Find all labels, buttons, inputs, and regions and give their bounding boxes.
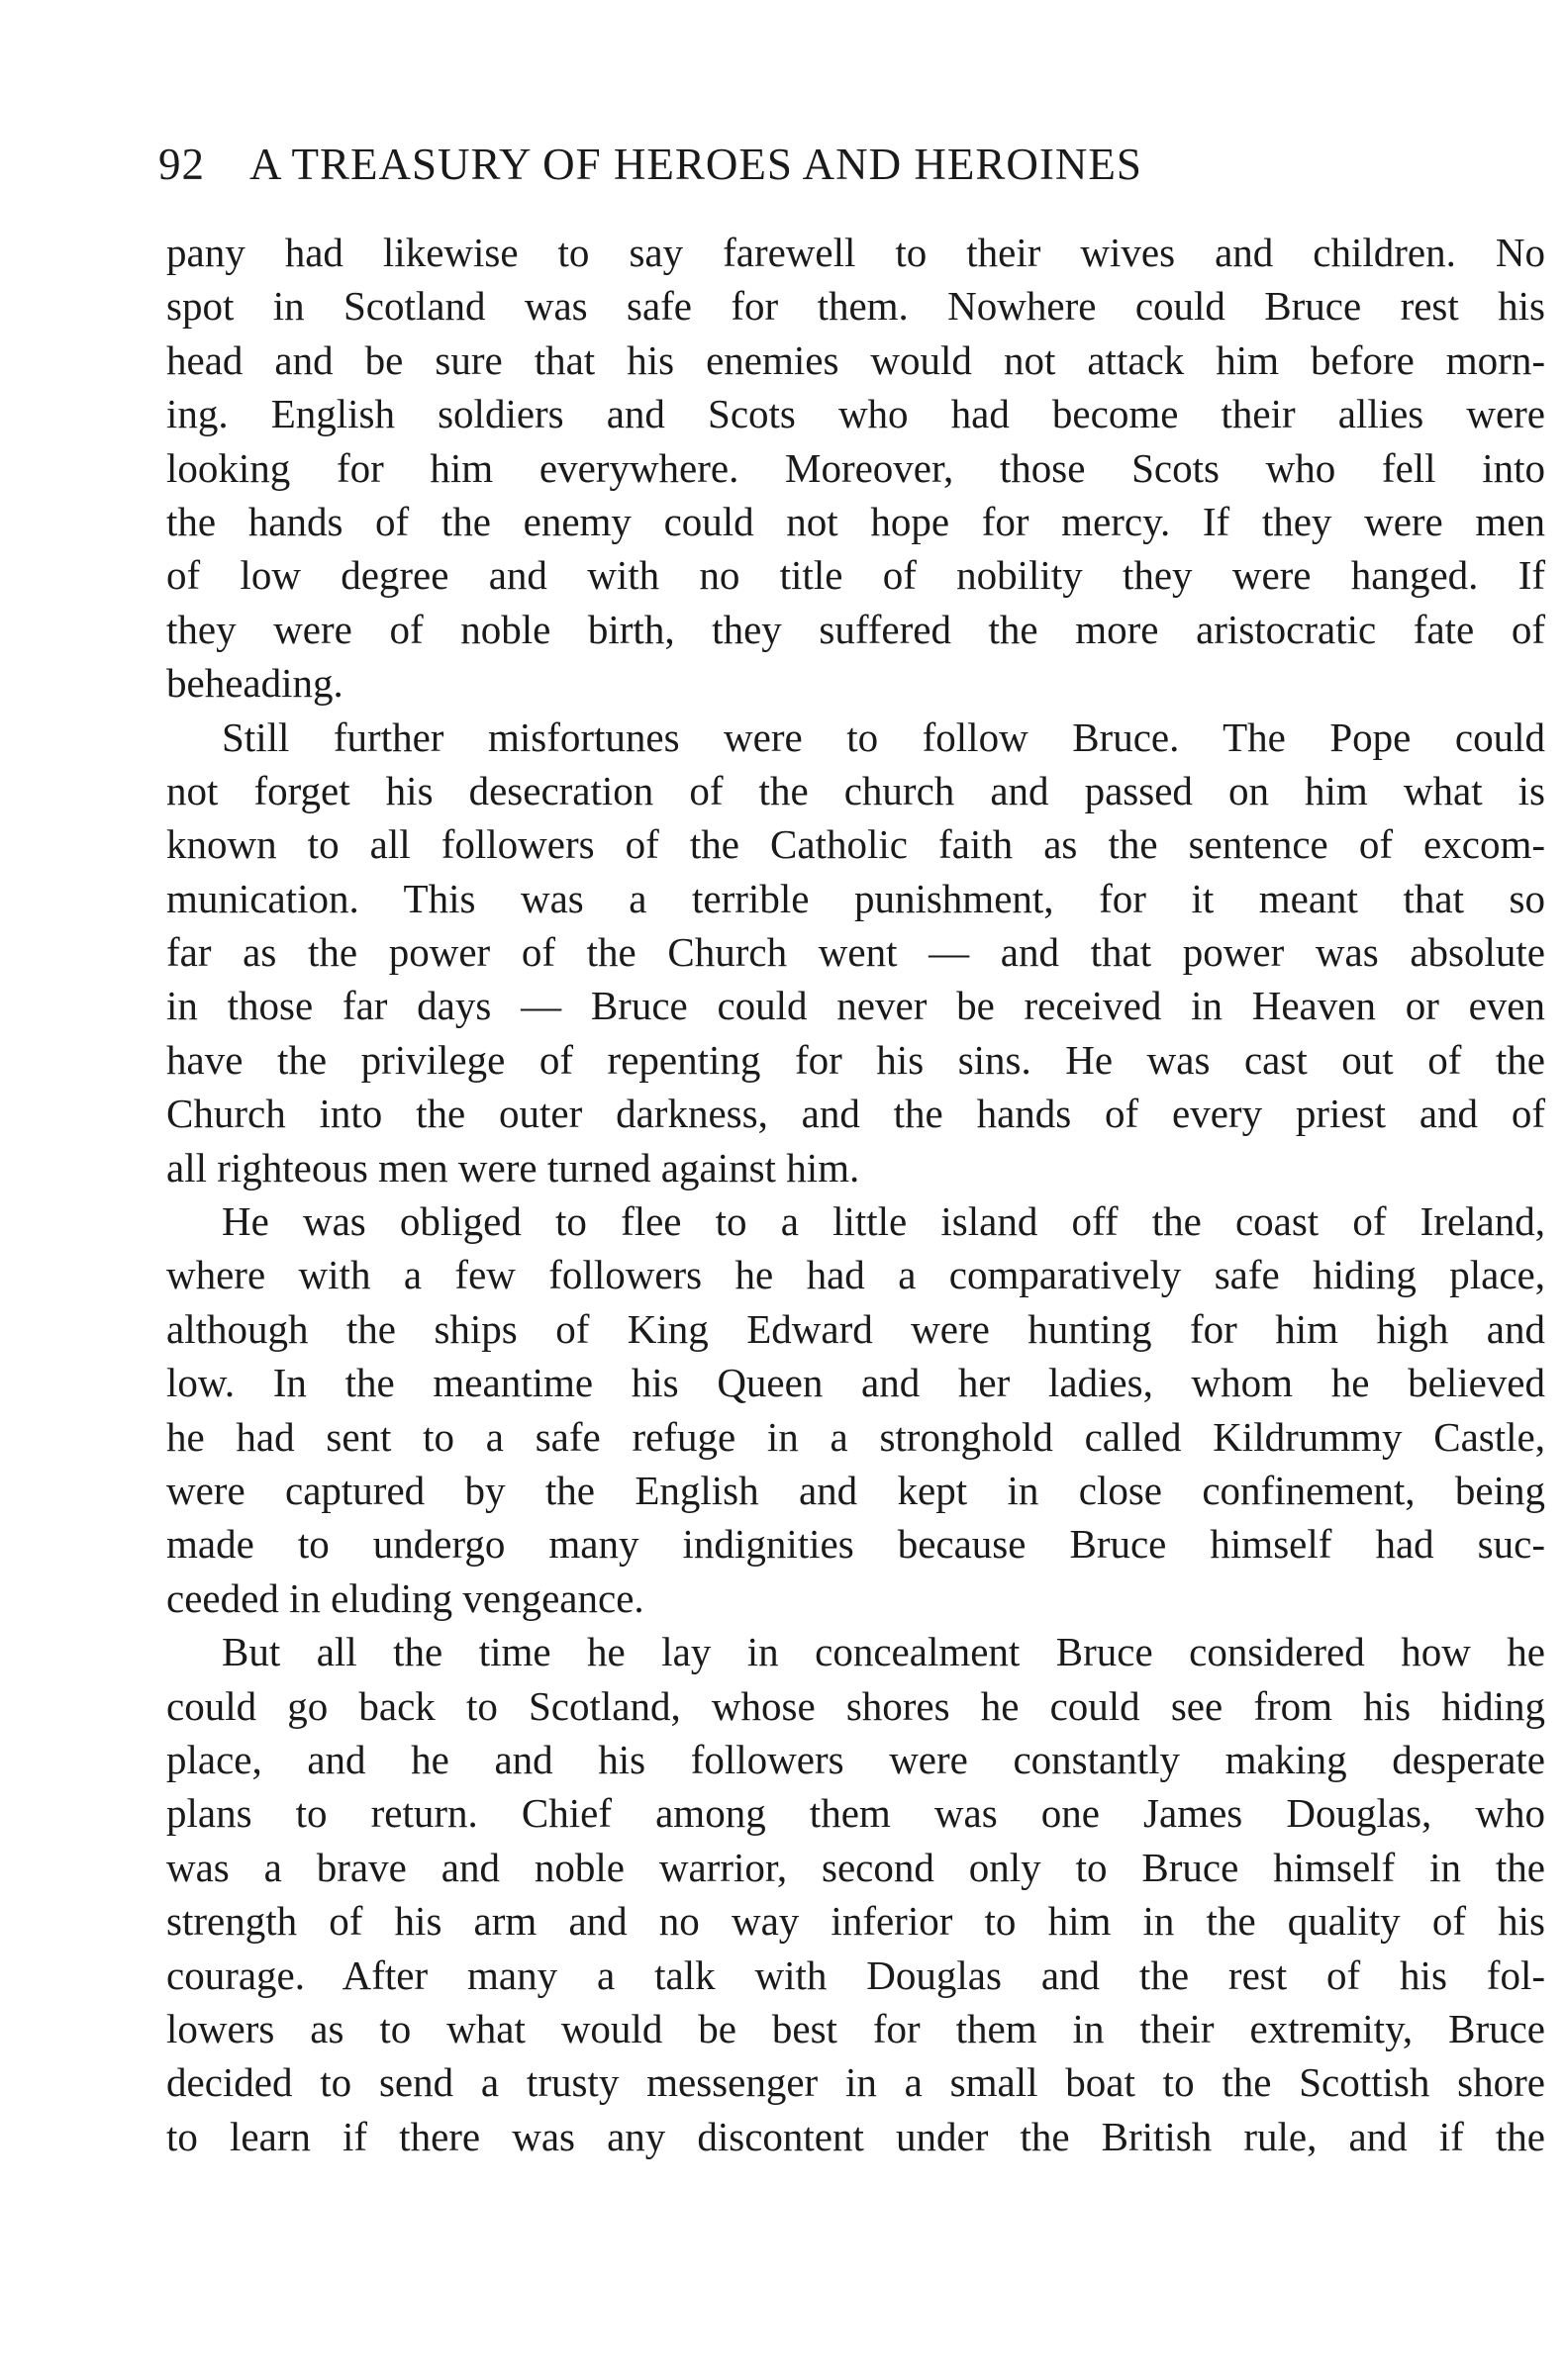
text-line: where with a few followers he had a comparatively safe hiding place, bbox=[166, 1252, 1545, 1298]
paragraph bbox=[166, 711, 1545, 1195]
text-line: ing. English soldiers and Scots who had become their allies were bbox=[166, 391, 1545, 437]
text-line: low. In the meantime his Queen and her ladies, whom he believed bbox=[166, 1360, 1545, 1406]
text-line: Church into the outer darkness, and the hands of every priest and of bbox=[166, 1091, 1545, 1137]
text-line: looking for him everywhere. Moreover, those Scots who fell into bbox=[166, 444, 1545, 491]
text-line: were captured by the English and kept in close confinement, being bbox=[166, 1467, 1545, 1513]
text-line: Still further misfortunes were to follow Bruce. The Pope could bbox=[222, 714, 1545, 760]
text-line: the hands of the enemy could not hope for mercy. If they were men bbox=[166, 498, 1545, 544]
paragraph bbox=[166, 1625, 1545, 2163]
text-line: strength of his arm and no way inferior to him in the quality of his bbox=[166, 1898, 1545, 1945]
text-line: But all the time he lay in concealment Bruce considered how he bbox=[222, 1629, 1545, 1675]
running-title: A TREASURY OF HEROES AND HEROINES bbox=[249, 140, 1142, 189]
text-line: He was obliged to flee to a little island off the coast of Ireland, bbox=[222, 1198, 1545, 1245]
paragraph bbox=[166, 226, 1545, 711]
text-line: all righteous men were turned against him. bbox=[166, 1144, 860, 1190]
text-line: have the privilege of repenting for his sins. He was cast out of the bbox=[166, 1036, 1545, 1083]
text-line: head and be sure that his enemies would not attack him before morn- bbox=[166, 336, 1545, 383]
text-line: was a brave and noble warrior, second only to Bruce himself in the bbox=[166, 1844, 1545, 1890]
text-line: decided to send a trusty messenger in a small boat to the Scottish shore bbox=[166, 2059, 1545, 2106]
text-line: not forget his desecration of the church and passed on him what is bbox=[166, 767, 1545, 813]
text-line: pany had likewise to say farewell to their wives and children. No bbox=[166, 230, 1545, 275]
text-line: ceeded in eluding vengeance. bbox=[166, 1574, 644, 1621]
page-number: 92 bbox=[158, 140, 205, 189]
text-line: of low degree and with no title of nobility they were hanged. If bbox=[166, 552, 1545, 599]
text-line: although the ships of King Edward were hunting for him high and bbox=[166, 1305, 1545, 1352]
text-line: they were of noble birth, they suffered the more aristocratic fate of bbox=[166, 606, 1545, 652]
text-line: plans to return. Chief among them was one James Douglas, who bbox=[166, 1790, 1545, 1837]
text-line: to learn if there was any discontent under the British rule, and if the bbox=[166, 2113, 1545, 2159]
text-line: could go back to Scotland, whose shores he could see from his hiding bbox=[166, 1682, 1545, 1729]
text-line: lowers as to what would be best for them in their extremity, Bruce bbox=[166, 2005, 1545, 2051]
text-line: beheading. bbox=[166, 660, 343, 707]
text-line: he had sent to a safe refuge in a stronghold called Kildrummy Castle, bbox=[166, 1413, 1545, 1460]
text-line: in those far days — Bruce could never be received in Heaven or even bbox=[166, 983, 1545, 1029]
text-line: place, and he and his followers were constantly making desperate bbox=[166, 1736, 1545, 1782]
text-line: spot in Scotland was safe for them. Nowhere could Bruce rest his bbox=[166, 283, 1545, 330]
text-line: made to undergo many indignities because Bruce himself had suc- bbox=[166, 1521, 1545, 1568]
text-line: munication. This was a terrible punishment, for it meant that so bbox=[166, 875, 1545, 921]
text-line: courage. After many a talk with Douglas and the rest of his fol- bbox=[166, 1952, 1545, 1998]
running-head bbox=[158, 139, 1445, 198]
paragraph bbox=[166, 1194, 1545, 1625]
text-line: far as the power of the Church went — and that power was absolute bbox=[166, 929, 1545, 976]
body-text bbox=[166, 226, 1545, 2163]
text-line: known to all followers of the Catholic faith as the sentence of excom- bbox=[166, 821, 1545, 868]
